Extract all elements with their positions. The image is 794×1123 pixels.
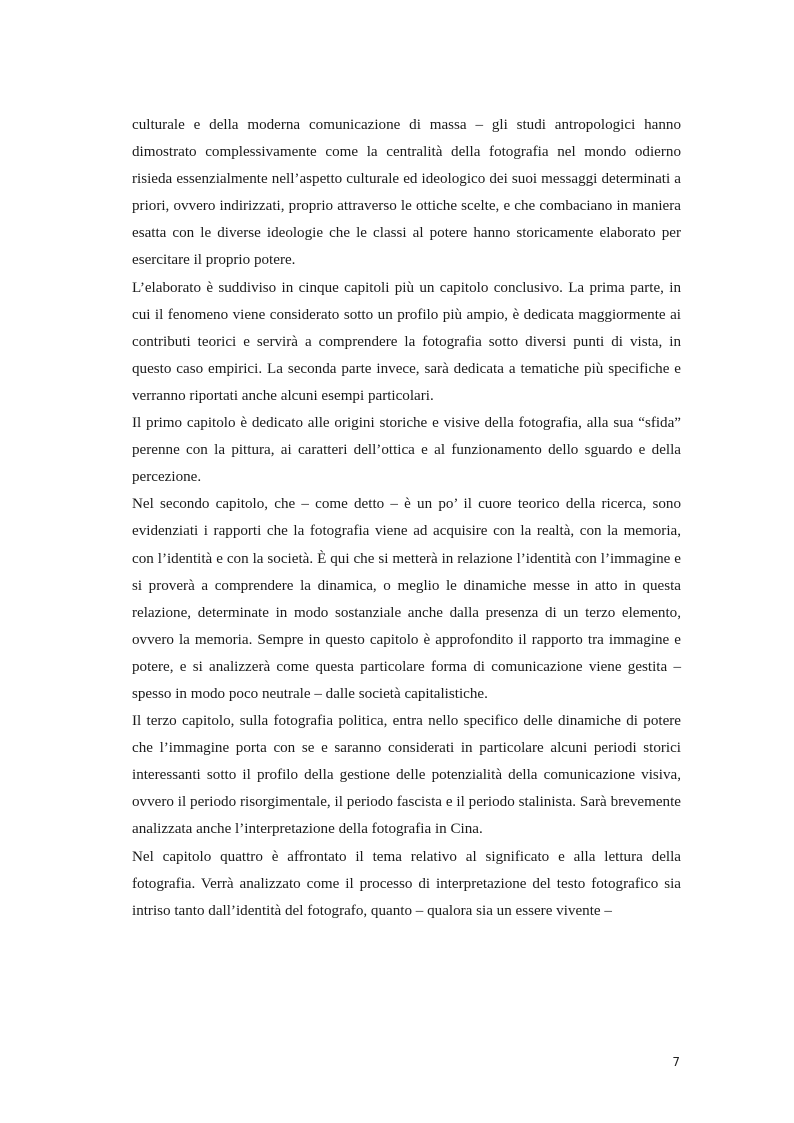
paragraph-6: Nel capitolo quattro è affrontato il tema relativo al significato e alla lettura della fotografia. Verrà analizzato come il processo di interpretazione del testo fotografico sia intriso tanto dall’identità del fotografo, quanto – qualora sia un essere vivente – <box>132 848 681 919</box>
paragraph-3: Il primo capitolo è dedicato alle origini storiche e visive della fotografia, alla sua “sfida” perenne con la pittura, ai caratteri dell’ottica e al funzionamento dello sguardo e della percezione. <box>132 415 681 486</box>
paragraph-1: culturale e della moderna comunicazione di massa – gli studi antropologici hanno dimostrato complessivamente come la centralità della fotografia nel mondo odierno risieda essenzialmente nell’aspetto culturale ed ideologico dei suoi messaggi determinati a priori, ovvero indirizzati, proprio attraverso le ottiche scelte, e che combaciano in maniera esatta con le diverse ideologie che le classi al potere hanno storicamente elaborato per esercitare il proprio potere. <box>132 117 681 269</box>
body-text <box>132 112 681 925</box>
paragraph-4: Nel secondo capitolo, che – come detto – è un po’ il cuore teorico della ricerca, sono evidenziati i rapporti che la fotografia viene ad acquisire con la realtà, con la memoria, con l’identità e con la società. È qui che si metterà in relazione l’identità con l’immagine e si proverà a comprendere la dinamica, o meglio le dinamiche messe in atto in questa relazione, determinate in modo sostanziale anche dalla presenza di un terzo elemento, ovvero la memoria. Sempre in questo capitolo è approfondito il rapporto tra immagine e potere, e si analizzerà come questa particolare forma di comunicazione viene gestita – spesso in modo poco neutrale – dalle società capitalistiche. <box>132 496 681 702</box>
paragraph-2: L’elaborato è suddiviso in cinque capitoli più un capitolo conclusivo. La prima parte, in cui il fenomeno viene considerato sotto un profilo più ampio, è dedicata maggiormente ai contributi teorici e servirà a comprendere la fotografia sotto diversi punti di vista, in questo caso empirici. La seconda parte invece, sarà dedicata a tematiche più specifiche e verranno riportati anche alcuni esempi particolari. <box>132 279 681 404</box>
paragraph-5: Il terzo capitolo, sulla fotografia politica, entra nello specifico delle dinamiche di potere che l’immagine porta con se e saranno considerati in particolare alcuni periodi storici interessanti sotto il profilo della gestione delle potenzialità della comunicazione visiva, ovvero il periodo risorgimentale, il periodo fascista e il periodo stalinista. Sarà brevemente analizzata anche l’interpretazione della fotografia in Cina. <box>132 713 681 838</box>
page-number: 7 <box>672 1055 680 1069</box>
